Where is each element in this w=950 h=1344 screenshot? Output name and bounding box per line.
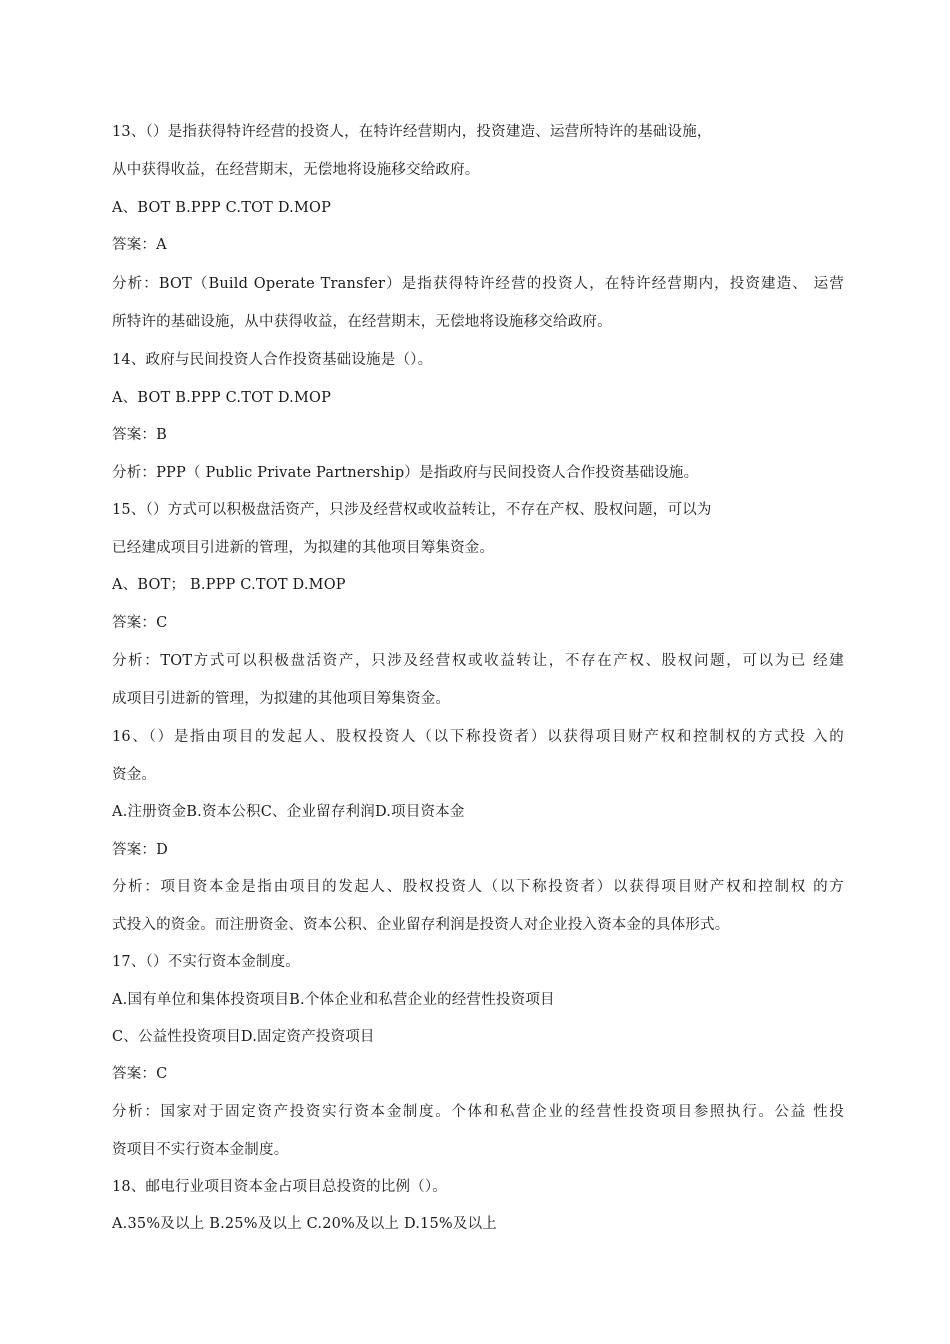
question-15-options: A、BOT； B.PPP C.TOT D.MOP <box>112 577 346 593</box>
question-13-answer: 答案：A <box>112 237 167 253</box>
question-14-analysis: 分析：PPP（ Public Private Partnership）是指政府与民间投资人合作投资基础设施。 <box>112 465 699 481</box>
question-15-stem-line-2: 已经建成项目引进新的管理，为拟建的其他项目筹集资金。 <box>112 540 495 556</box>
question-13-stem-line-1: 13、（）是指获得特许经营的投资人，在特许经营期内，投资建造、运营所特许的基础设施， <box>112 124 712 140</box>
question-16-stem-line-2: 资金。 <box>112 767 157 783</box>
question-14-answer: 答案：B <box>112 427 167 443</box>
question-17-analysis-line-2: 资项目不实行资本金制度。 <box>112 1142 289 1158</box>
question-16-analysis-line-2: 式投入的资金。而注册资金、资本公积、企业留存利润是投资人对企业投入资本金的具体形式。 <box>112 917 730 933</box>
question-15-analysis-line-1: 分析：TOT方式可以积极盘活资产，只涉及经营权或收益转让，不存在产权、股权问题，可以为已 经建 <box>112 653 844 669</box>
question-14-options: A、BOT B.PPP C.TOT D.MOP <box>112 390 332 406</box>
question-17-answer: 答案：C <box>112 1066 168 1082</box>
question-18-options: A.35%及以上 B.25%及以上 C.20%及以上 D.15%及以上 <box>112 1216 497 1232</box>
question-15-answer: 答案：C <box>112 615 168 631</box>
question-18-stem: 18、邮电行业项目资本金占项目总投资的比例（）。 <box>112 1179 447 1195</box>
question-17-analysis-line-1: 分析：国家对于固定资产投资实行资本金制度。个体和私营企业的经营性投资项目参照执行。公益 性投 <box>112 1104 844 1120</box>
question-16-analysis-line-1: 分析：项目资本金是指由项目的发起人、股权投资人（以下称投资者）以获得项目财产权和控制权 的方 <box>112 879 844 895</box>
question-14-stem: 14、政府与民间投资人合作投资基础设施是（）。 <box>112 352 433 368</box>
question-13-analysis-line-1: 分析：BOT（Build Operate Transfer）是指获得特许经营的投资人，在特许经营期内，投资建造、 运营 <box>112 276 844 292</box>
question-15-stem-line-1: 15、（）方式可以积极盘活资产，只涉及经营权或收益转让，不存在产权、股权问题，可以为 <box>112 502 712 518</box>
question-16-options: A.注册资金B.资本公积C、企业留存利润D.项目资本金 <box>112 804 465 820</box>
question-17-options-line-1: A.国有单位和集体投资项目B.个体企业和私营企业的经营性投资项目 <box>112 992 555 1008</box>
question-16-stem-line-1: 16、（）是指由项目的发起人、股权投资人（以下称投资者）以获得项目财产权和控制权的方式投 入的 <box>112 729 844 745</box>
question-13-stem-line-2: 从中获得收益，在经营期末，无偿地将设施移交给政府。 <box>112 162 480 178</box>
question-17-options-line-2: C、公益性投资项目D.固定资产投资项目 <box>112 1029 375 1045</box>
question-16-answer: 答案：D <box>112 842 168 858</box>
question-17-stem: 17、（）不实行资本金制度。 <box>112 954 300 970</box>
question-15-analysis-line-2: 成项目引进新的管理，为拟建的其他项目筹集资金。 <box>112 691 451 707</box>
question-13-options: A、BOT B.PPP C.TOT D.MOP <box>112 200 332 216</box>
question-13-analysis-line-2: 所特许的基础设施，从中获得收益，在经营期末，无偿地将设施移交给政府。 <box>112 314 612 330</box>
